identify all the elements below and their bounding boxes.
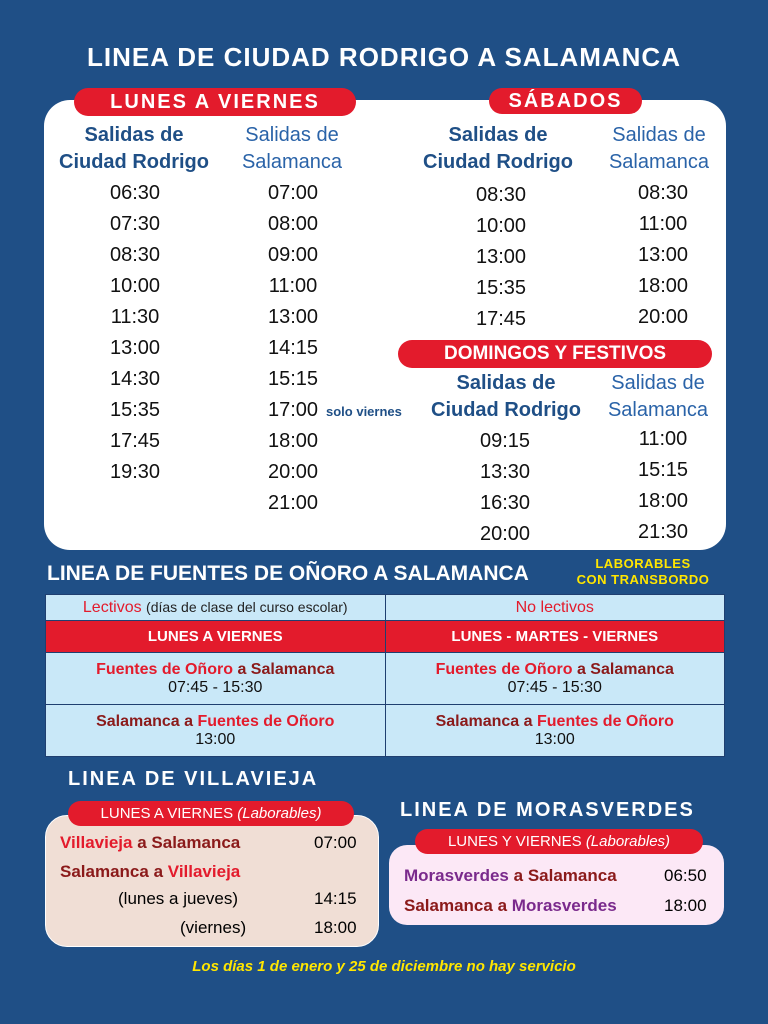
time-entry: 11:00 — [268, 275, 318, 297]
footer-note: Los días 1 de enero y 25 de diciembre no hay servicio — [192, 958, 576, 975]
time-entry: 15:15 — [267, 368, 319, 390]
time-entry: 13:00 — [475, 246, 527, 268]
time-entry: 16:30 — [479, 492, 531, 514]
time-entry: 15:15 — [637, 459, 689, 481]
weekday-label: LUNES A VIERNES — [74, 88, 356, 116]
time-entry: 15:35 — [109, 399, 161, 421]
time-entry: 14:15 — [267, 337, 319, 359]
time-entry: 10:00 — [475, 215, 527, 237]
fuentes-back-right: Salamanca a Fuentes de Oñoro 13:00 — [385, 705, 725, 757]
villavieja-time1: 14:15 — [314, 889, 357, 908]
time-entry: 13:00 — [267, 306, 319, 328]
morasverdes-out-time: 06:50 — [664, 866, 707, 885]
time-entry: 07:30 — [109, 213, 161, 235]
time-entry: 08:00 — [267, 213, 319, 235]
time-entry: 17:45 — [109, 430, 161, 452]
time-entry: 18:00 — [637, 490, 689, 512]
fuentes-days-left: LUNES A VIERNES — [46, 621, 386, 653]
time-entry: 08:30 — [637, 182, 689, 204]
time-entry: 17:00 — [267, 399, 319, 421]
time-entry: 07:00 — [267, 182, 319, 204]
time-entry: 15:35 — [475, 277, 527, 299]
time-entry: 20:00 — [479, 523, 531, 545]
time-entry: 20:00 — [637, 306, 689, 328]
villavieja-note1: (lunes a jueves) — [118, 889, 239, 908]
fuentes-badge: LABORABLES CON TRANSBORDO — [576, 556, 710, 587]
morasverdes-days: LUNES Y VIERNES (Laborables) — [415, 829, 703, 854]
time-entry: 10:00 — [109, 275, 161, 297]
time-entry: 13:30 — [479, 461, 531, 483]
fuentes-back-left: Salamanca a Fuentes de Oñoro 13:00 — [46, 705, 386, 757]
time-entry: 11:30 — [110, 306, 160, 328]
time-entry: 13:00 — [637, 244, 689, 266]
time-entry: 06:30 — [109, 182, 161, 204]
time-entry: 21:00 — [267, 492, 319, 514]
morasverdes-back-time: 18:00 — [664, 896, 707, 915]
villavieja-title: LINEA DE VILLAVIEJA — [68, 768, 319, 790]
time-entry: 09:15 — [479, 430, 531, 452]
weekday-head-cr: Salidas de Ciudad Rodrigo — [59, 124, 209, 173]
time-entry: 21:30 — [637, 521, 689, 543]
saturday-head-cr: Salidas de Ciudad Rodrigo — [423, 124, 573, 173]
morasverdes-back-route: Salamanca a Morasverdes — [404, 896, 617, 915]
time-entry: 08:30 — [109, 244, 161, 266]
morasverdes-title: LINEA DE MORASVERDES — [400, 799, 695, 821]
sunday-head-cr: Salidas de Ciudad Rodrigo — [431, 372, 581, 421]
time-entry: 14:30 — [109, 368, 161, 390]
time-entry: 13:00 — [109, 337, 161, 359]
sunday-label: DOMINGOS Y FESTIVOS — [398, 340, 712, 368]
no-lectivos-header: No lectivos — [385, 595, 725, 621]
weekday-times-sa — [248, 178, 338, 519]
weekday-times-cr — [90, 178, 180, 488]
solo-viernes-note: solo viernes — [326, 404, 402, 419]
villavieja-out-route: Villavieja a Salamanca — [60, 833, 241, 852]
fuentes-days-right: LUNES - MARTES - VIERNES — [385, 621, 725, 653]
weekday-head-sa: Salidas de Salamanca — [241, 124, 343, 173]
time-entry: 08:30 — [475, 184, 527, 206]
fuentes-out-right: Fuentes de Oñoro a Salamanca 07:45 - 15:30 — [385, 653, 725, 705]
time-entry: 09:00 — [267, 244, 319, 266]
villavieja-note2: (viernes) — [180, 918, 247, 937]
time-entry: 19:30 — [109, 461, 161, 483]
page-title: LINEA DE CIUDAD RODRIGO A SALAMANCA — [87, 42, 681, 72]
saturday-times-sa — [618, 178, 708, 333]
saturday-times-cr — [456, 180, 546, 335]
villavieja-out-time: 07:00 — [314, 833, 357, 852]
fuentes-out-left: Fuentes de Oñoro a Salamanca 07:45 - 15:30 — [46, 653, 386, 705]
saturday-label: SÁBADOS — [489, 88, 642, 114]
time-entry: 20:00 — [267, 461, 319, 483]
time-entry: 11:00 — [638, 428, 688, 450]
sunday-times-cr — [460, 426, 550, 550]
saturday-head-sa: Salidas de Salamanca — [608, 124, 710, 173]
time-entry: 18:00 — [267, 430, 319, 452]
villavieja-back-route: Salamanca a Villavieja — [60, 862, 241, 881]
time-entry: 11:00 — [638, 213, 688, 235]
villavieja-time2: 18:00 — [314, 918, 357, 937]
sunday-head-sa: Salidas de Salamanca — [607, 372, 709, 421]
morasverdes-out-route: Morasverdes a Salamanca — [404, 866, 617, 885]
villavieja-days: LUNES A VIERNES (Laborables) — [68, 801, 354, 826]
sunday-times-sa — [618, 424, 708, 548]
lectivos-header: Lectivos (días de clase del curso escolar) — [46, 595, 386, 621]
fuentes-table — [45, 594, 725, 757]
time-entry: 17:45 — [475, 308, 527, 330]
fuentes-title: LINEA DE FUENTES DE OÑORO A SALAMANCA — [47, 562, 529, 585]
time-entry: 18:00 — [637, 275, 689, 297]
